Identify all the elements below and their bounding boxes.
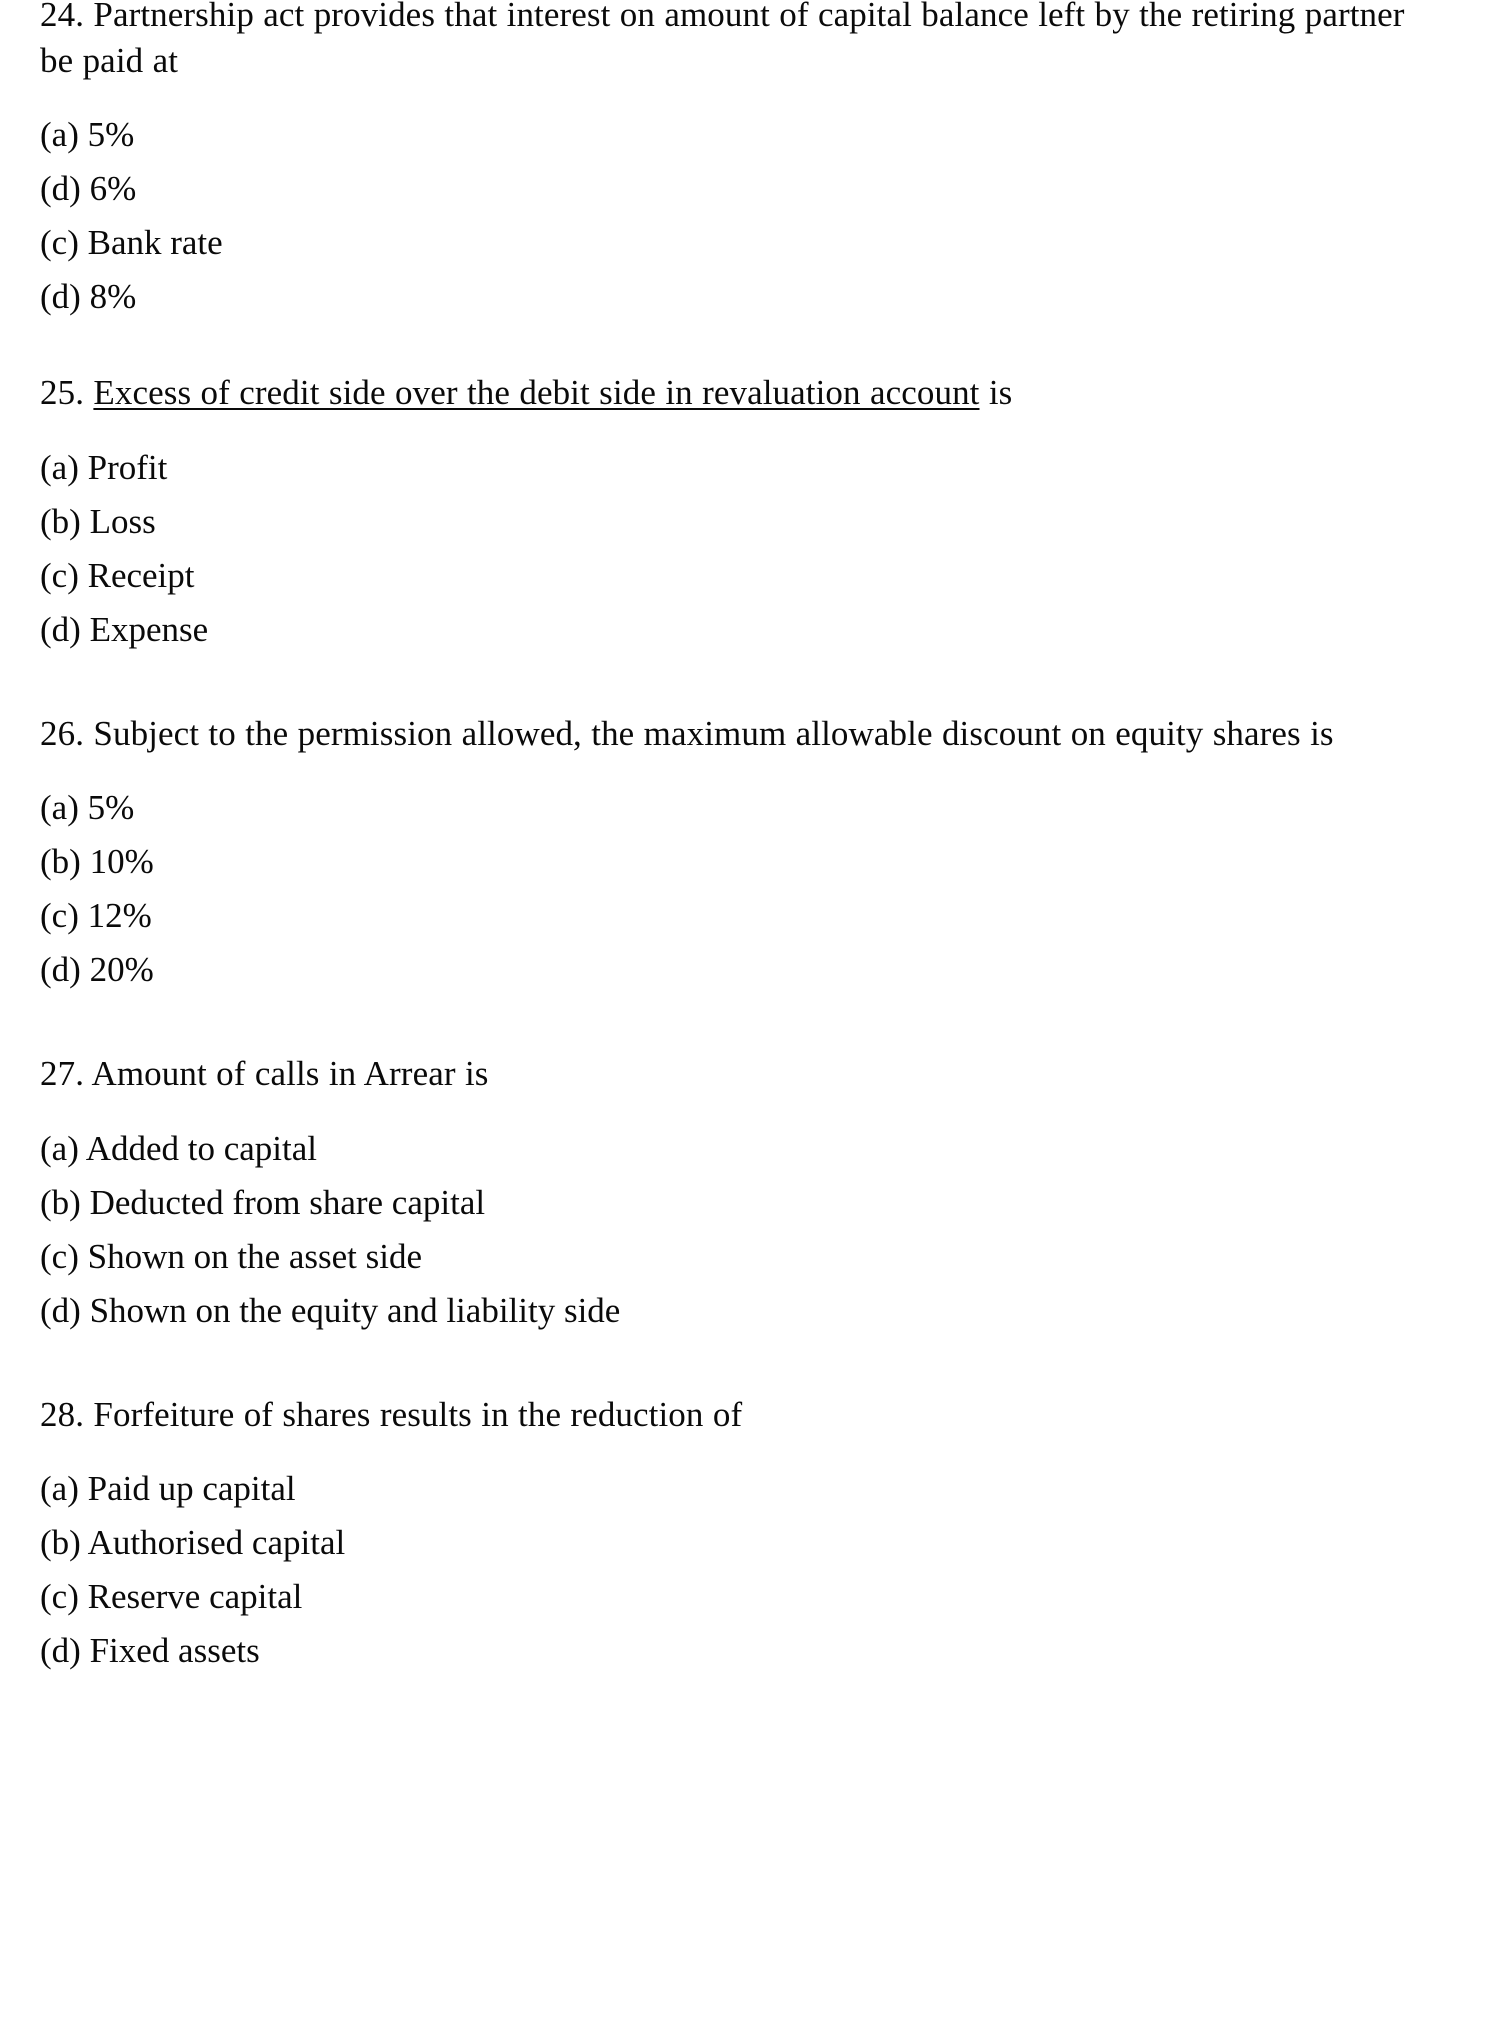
option-25-c[interactable] (40, 555, 1425, 595)
option-label: (c) (40, 1236, 79, 1276)
option-label: (b) (40, 1182, 81, 1222)
option-24-a[interactable] (40, 117, 1425, 152)
option-text: Added to capital (85, 1128, 317, 1168)
option-label: (c) (40, 555, 79, 595)
option-label: (d) (40, 950, 81, 989)
option-label: (a) (40, 788, 79, 827)
option-label: (d) (40, 169, 81, 208)
option-label: (a) (40, 1469, 79, 1508)
option-label: (b) (40, 501, 81, 541)
option-text: Profit (87, 447, 168, 487)
option-27-c[interactable] (40, 1236, 1425, 1276)
option-27-b[interactable] (40, 1182, 1425, 1222)
question-stem-25-prefix: 25. (40, 373, 94, 412)
option-list-27 (40, 1128, 1425, 1330)
question-stem-27-text: 27. Amount of calls in Arrear is (40, 1054, 489, 1093)
option-label: (c) (40, 1577, 79, 1616)
option-text: 10% (89, 842, 154, 881)
option-list-25 (40, 447, 1425, 649)
option-26-b[interactable] (40, 844, 1425, 879)
option-28-a[interactable] (40, 1471, 1425, 1506)
option-27-d[interactable] (40, 1290, 1425, 1330)
question-stem-28-text: 28. Forfeiture of shares results in the reduction of (40, 1394, 743, 1434)
question-stem-25 (40, 370, 1425, 416)
option-24-d[interactable] (40, 279, 1425, 314)
option-text: Loss (89, 501, 156, 541)
option-list-28 (40, 1471, 1425, 1668)
option-list-26 (40, 790, 1425, 987)
question-stem-28 (40, 1392, 1425, 1438)
option-text: 6% (89, 169, 137, 208)
option-28-b[interactable] (40, 1525, 1425, 1560)
option-label: (c) (40, 223, 79, 262)
option-text: Deducted from share capital (89, 1182, 486, 1222)
option-text: Receipt (87, 555, 195, 595)
question-block-28 (40, 1392, 1425, 1669)
question-stem-25-underlined: Excess of credit side over the debit side in revaluation account (93, 373, 980, 412)
question-stem-27 (40, 1051, 1425, 1097)
option-label: (c) (40, 896, 79, 935)
question-block-27 (40, 1051, 1425, 1328)
option-text: Paid up capital (87, 1469, 296, 1508)
option-text: 5% (87, 788, 135, 827)
option-text: Expense (89, 609, 209, 649)
option-text: 20% (89, 950, 154, 989)
option-24-c[interactable] (40, 225, 1425, 260)
question-stem-24 (40, 0, 1425, 83)
option-list-24 (40, 117, 1425, 314)
question-block-25 (40, 370, 1425, 647)
question-block-26 (40, 711, 1425, 988)
option-label: (a) (40, 115, 79, 154)
option-text: Shown on the asset side (87, 1236, 423, 1276)
question-list (40, 0, 1425, 1668)
option-text: Authorised capital (87, 1523, 346, 1562)
option-26-c[interactable] (40, 898, 1425, 933)
question-stem-26-text: 26. Subject to the permission allowed, the maximum allowable discount on equity shares is (40, 713, 1334, 753)
question-stem-26 (40, 711, 1425, 757)
option-28-d[interactable] (40, 1633, 1425, 1668)
option-label: (a) (40, 1128, 79, 1168)
option-label: (d) (40, 1631, 81, 1670)
option-text: Fixed assets (89, 1631, 260, 1670)
option-27-a[interactable] (40, 1128, 1425, 1168)
option-25-a[interactable] (40, 447, 1425, 487)
option-label: (b) (40, 842, 81, 881)
option-28-c[interactable] (40, 1579, 1425, 1614)
option-24-b[interactable] (40, 171, 1425, 206)
option-text: Reserve capital (87, 1577, 303, 1616)
question-stem-24-text: 24. Partnership act provides that interest on amount of capital balance left by the retiring partner be paid at (40, 0, 1405, 80)
option-26-d[interactable] (40, 952, 1425, 987)
option-text: 8% (89, 277, 137, 316)
option-text: Bank rate (87, 223, 223, 262)
option-26-a[interactable] (40, 790, 1425, 825)
option-25-d[interactable] (40, 609, 1425, 649)
option-label: (b) (40, 1523, 81, 1562)
option-25-b[interactable] (40, 501, 1425, 541)
option-text: 5% (87, 115, 135, 154)
option-label: (d) (40, 1290, 81, 1330)
option-text: 12% (87, 896, 152, 935)
option-label: (d) (40, 609, 81, 649)
question-stem-25-suffix: is (979, 373, 1013, 412)
option-label: (d) (40, 277, 81, 316)
option-label: (a) (40, 447, 79, 487)
question-block-24 (40, 0, 1425, 314)
option-text: Shown on the equity and liability side (89, 1290, 621, 1330)
